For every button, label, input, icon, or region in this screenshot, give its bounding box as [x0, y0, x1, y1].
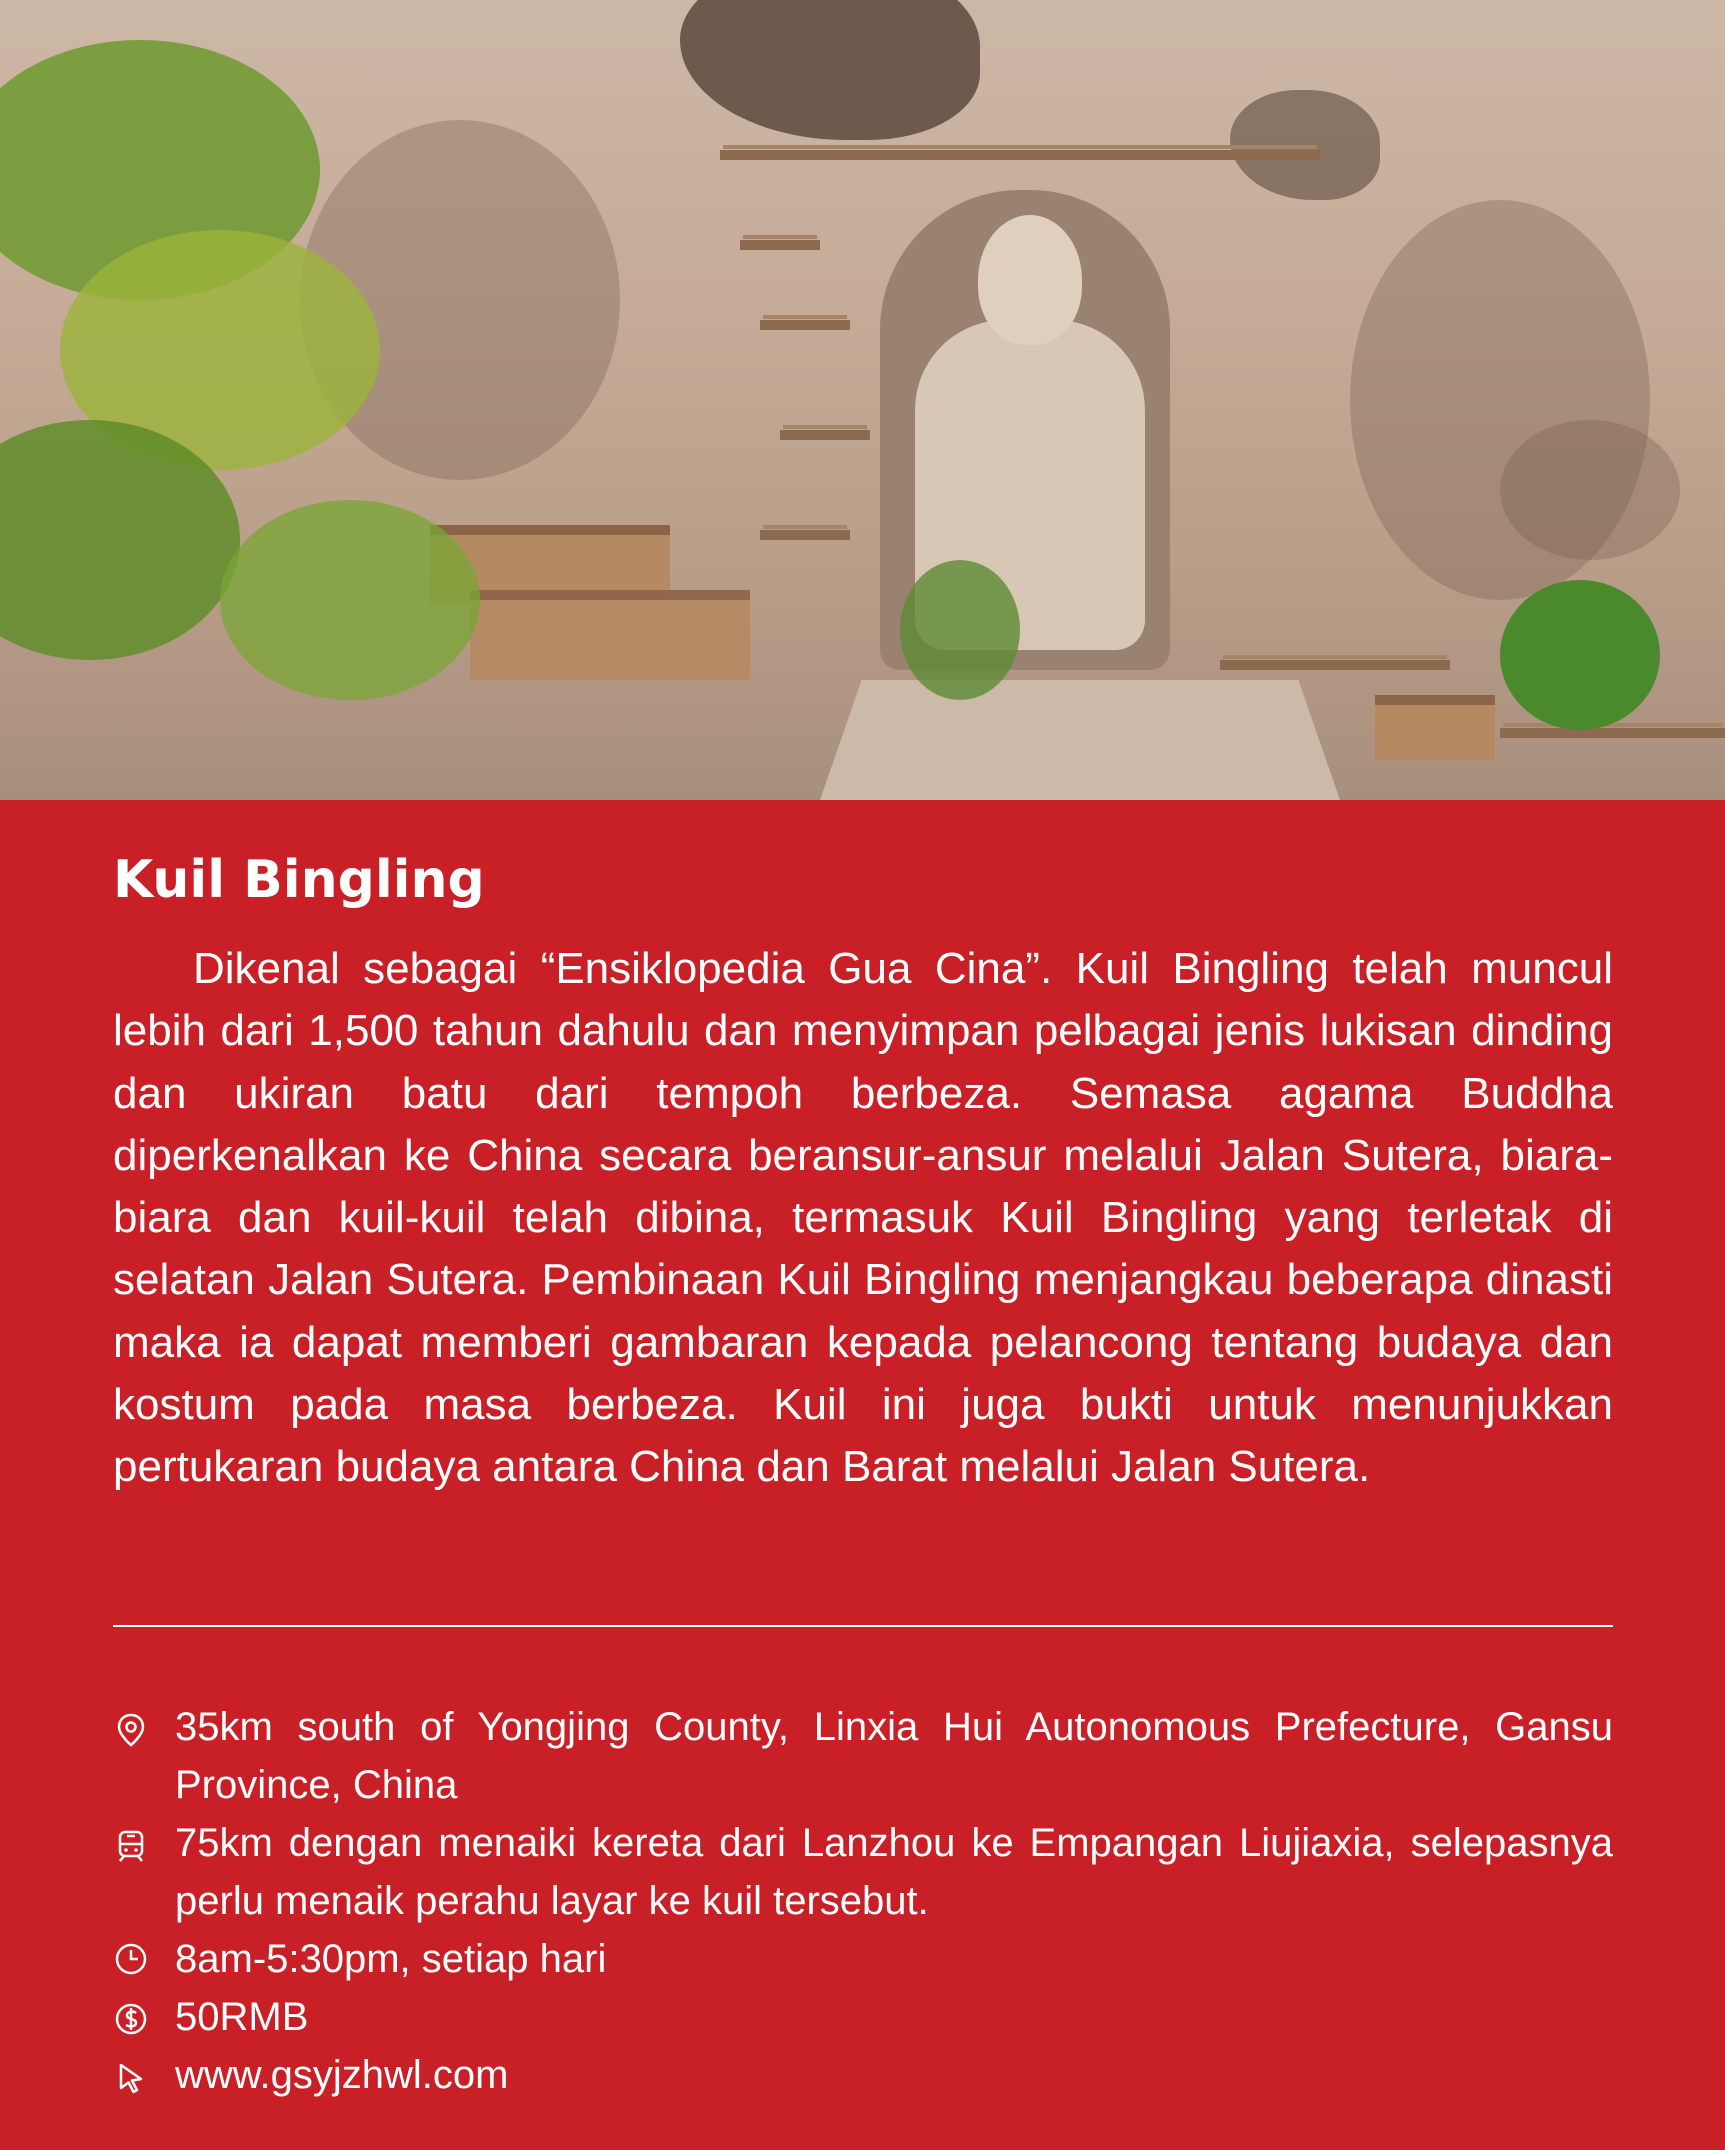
- dollar-icon: [113, 2001, 149, 2037]
- page-title: Kuil Bingling: [113, 850, 485, 910]
- train-icon: [113, 1828, 149, 1864]
- location-pin-icon: [113, 1712, 149, 1748]
- website-link[interactable]: www.gsyjzhwl.com: [175, 2053, 509, 2097]
- description-paragraph: Dikenal sebagai “Ensiklopedia Gua Cina”. Kuil Bingling telah muncul lebih dari 1,500 tahun dahulu dan menyimpan pelbagai jenis lukisan dinding dan ukiran batu dari tempoh berbeza. Semasa agama Buddha diperkenalkan ke China secara beransur-ansur melalui Jalan Sutera, biara-biara dan kuil-kuil telah dibina, termasuk Kuil Bingling yang terletak di selatan Jalan Sutera. Pembinaan Kuil Bingling menjangkau beberapa dinasti maka ia dapat memberi gambaran kepada pelancong tentang budaya dan kostum pada masa berbeza. Kuil ini juga bukti untuk menunjukkan pertukaran budaya antara China dan Barat melalui Jalan Sutera.: [113, 944, 1613, 1492]
- location-text: 35km south of Yongjing County, Linxia Hui Autonomous Prefecture, Gansu Province, China: [175, 1705, 1613, 1807]
- clock-icon: [113, 1941, 149, 1977]
- divider: [113, 1625, 1613, 1627]
- cursor-icon: [113, 2060, 149, 2096]
- hours-text: 8am-5:30pm, setiap hari: [175, 1937, 607, 1981]
- transport-text: 75km dengan menaiki kereta dari Lanzhou ke Empangan Liujiaxia, selepasnya perlu menaik perahu layar ke kuil tersebut.: [175, 1821, 1613, 1923]
- bingling-temple-photo: [0, 0, 1725, 800]
- price-text: 50RMB: [175, 1995, 309, 2039]
